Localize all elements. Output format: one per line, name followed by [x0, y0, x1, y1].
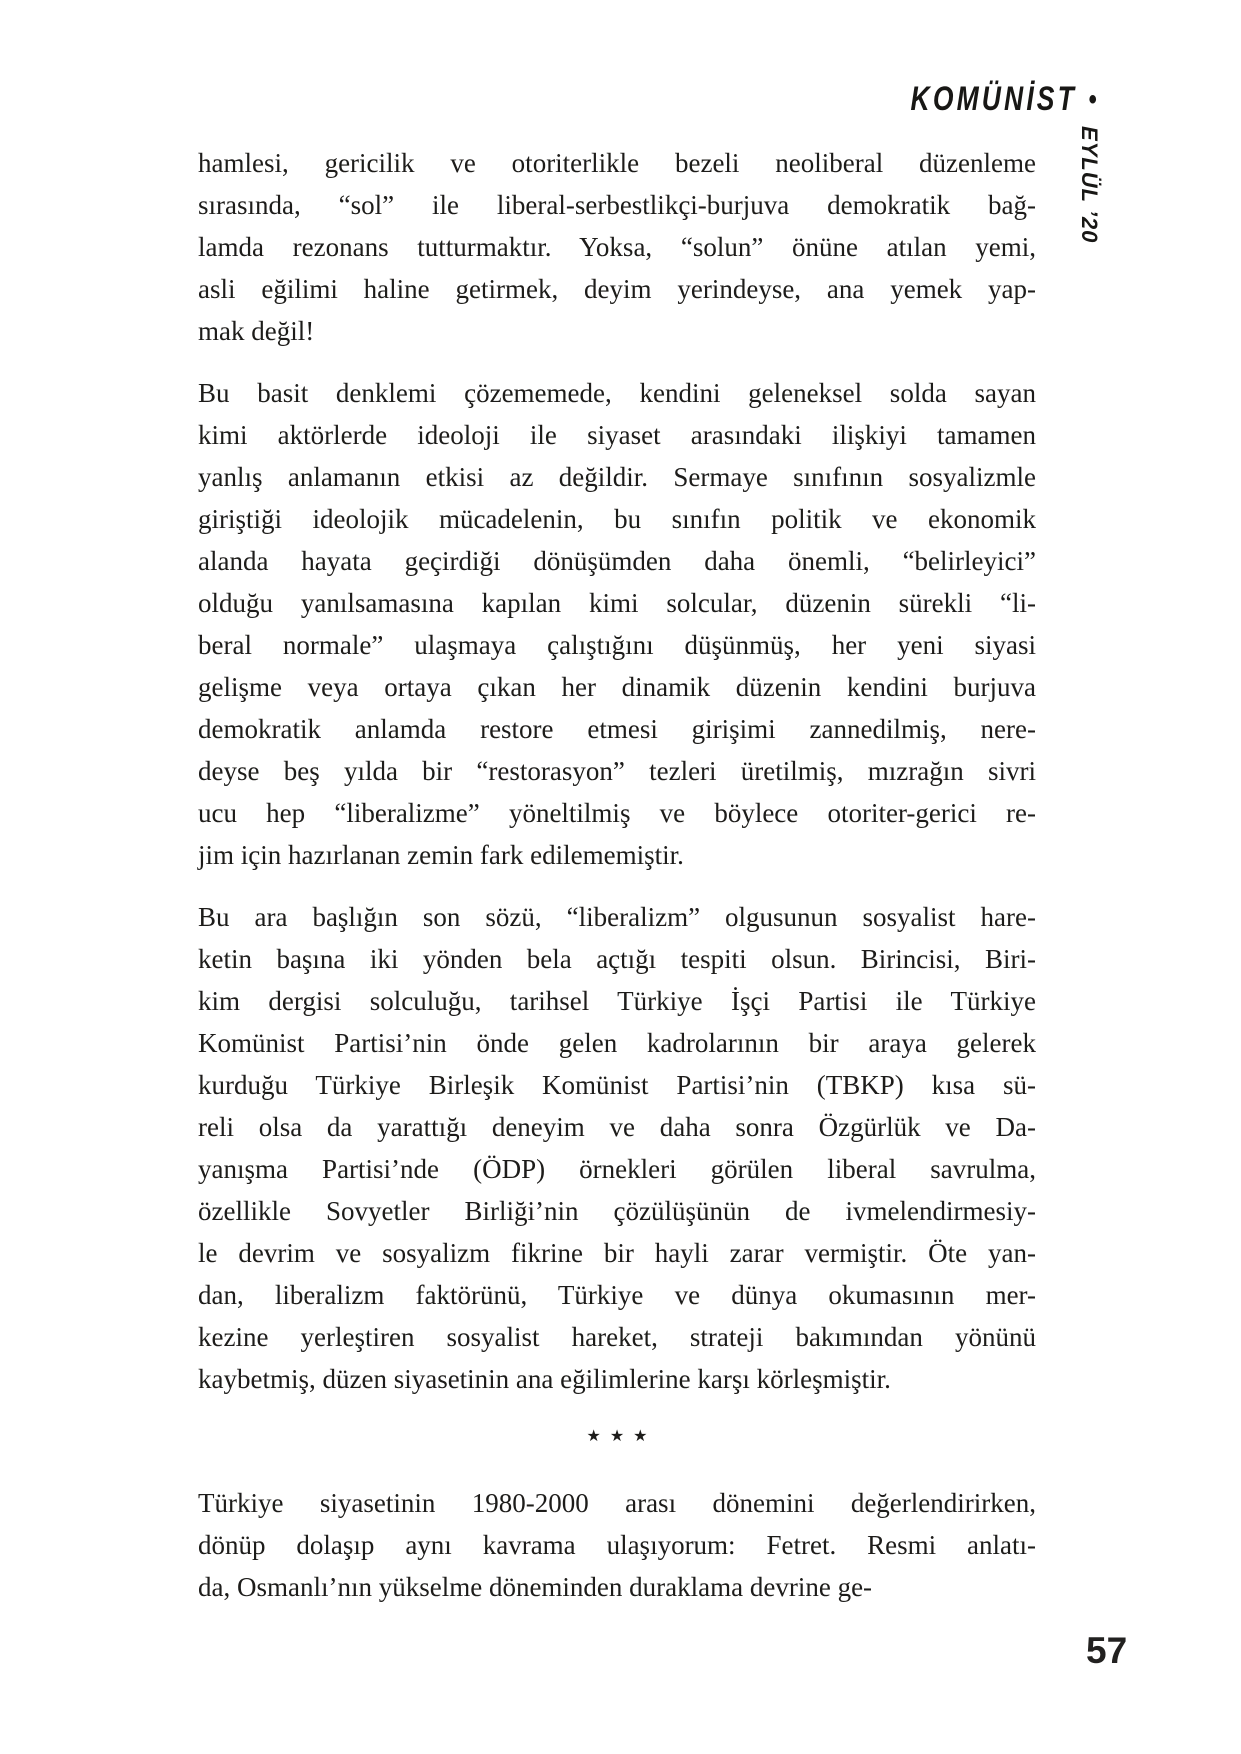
text-line: beral normale” ulaşmaya çalıştığını düşünmüş, her yeni siyasi	[198, 630, 1036, 660]
text-line: demokratik anlamda restore etmesi girişimi zannedilmiş, nere-	[198, 714, 1036, 744]
text-line: da, Osmanlı’nın yükselme döneminden duraklama devrine ge-	[198, 1572, 873, 1602]
text-line: ketin başına iki yönden bela açtığı tespiti olsun. Birincisi, Biri-	[198, 944, 1036, 974]
text-line: olduğu yanılsamasına kapılan kimi solcular, düzenin sürekli “li-	[198, 588, 1036, 618]
text-line: kezine yerleştiren sosyalist hareket, strateji bakımından yönünü	[198, 1322, 1036, 1352]
text-line: deyse beş yılda bir “restorasyon” tezleri üretilmiş, mızrağın sivri	[198, 756, 1036, 786]
page-number: 57	[1086, 1630, 1128, 1671]
text-line: kurduğu Türkiye Birleşik Komünist Partisi’nin (TBKP) kısa sü-	[198, 1070, 1036, 1100]
body-paragraph	[198, 896, 1036, 1400]
text-line: alanda hayata geçirdiği dönüşümden daha önemli, “belirleyici”	[198, 546, 1036, 576]
body-paragraph	[198, 1482, 1036, 1608]
text-line: Bu basit denklemi çözememede, kendini geleneksel solda sayan	[198, 378, 1036, 408]
article-body	[198, 142, 1036, 1628]
text-line: giriştiği ideolojik mücadelenin, bu sınıfın politik ve ekonomik	[198, 504, 1036, 534]
text-line: yanlış anlamanın etkisi az değildir. Sermaye sınıfının sosyalizmle	[198, 462, 1036, 492]
section-divider: ★★★	[586, 1428, 657, 1445]
body-paragraph	[198, 372, 1036, 876]
text-line: kim dergisi solculuğu, tarihsel Türkiye İşçi Partisi ile Türkiye	[198, 986, 1036, 1016]
text-line: lamda rezonans tutturmaktır. Yoksa, “solun” önüne atılan yemi,	[198, 232, 1036, 262]
text-line: ucu hep “liberalizme” yöneltilmiş ve böylece otoriter-gerici re-	[198, 798, 1036, 828]
text-line: mak değil!	[198, 316, 315, 346]
text-line: dönüp dolaşıp aynı kavrama ulaşıyorum: Fetret. Resmi anlatı-	[198, 1530, 1036, 1560]
text-line: asli eğilimi haline getirmek, deyim yerindeyse, ana yemek yap-	[198, 274, 1036, 304]
text-line: Bu ara başlığın son sözü, “liberalizm” olgusunun sosyalist hare-	[198, 902, 1036, 932]
text-line: reli olsa da yarattığı deneyim ve daha sonra Özgürlük ve Da-	[198, 1112, 1036, 1142]
text-line: le devrim ve sosyalizm fikrine bir hayli zarar vermiştir. Öte yan-	[198, 1238, 1036, 1268]
text-line: kimi aktörlerde ideoloji ile siyaset arasındaki ilişkiyi tamamen	[198, 420, 1036, 450]
text-line: jim için hazırlanan zemin fark edilememiştir.	[198, 840, 684, 870]
text-line: yanışma Partisi’nde (ÖDP) örnekleri görülen liberal savrulma,	[198, 1154, 1036, 1184]
text-line: gelişme veya ortaya çıkan her dinamik düzenin kendini burjuva	[198, 672, 1036, 702]
text-line: kaybetmiş, düzen siyasetinin ana eğilimlerine karşı körleşmiştir.	[198, 1364, 891, 1394]
text-line: sırasında, “sol” ile liberal-serbestlikçi-burjuva demokratik bağ-	[198, 190, 1036, 220]
bullet-separator-icon: •	[1088, 82, 1097, 116]
text-line: dan, liberalizm faktörünü, Türkiye ve dünya okumasının mer-	[198, 1280, 1036, 1310]
text-line: Türkiye siyasetinin 1980-2000 arası dönemini değerlendirirken,	[198, 1488, 1036, 1518]
body-paragraph	[198, 142, 1036, 352]
text-line: hamlesi, gericilik ve otoriterlikle bezeli neoliberal düzenleme	[198, 148, 1036, 178]
masthead	[911, 80, 1097, 119]
journal-title: KOMÜNİST	[910, 80, 1078, 118]
text-line: Komünist Partisi’nin önde gelen kadrolarının bir araya gelerek	[198, 1028, 1036, 1058]
issue-label: EYLÜL ’20	[1077, 126, 1102, 244]
text-line: özellikle Sovyetler Birliği’nin çözülüşünün de ivmelendirmesiy-	[198, 1196, 1036, 1226]
